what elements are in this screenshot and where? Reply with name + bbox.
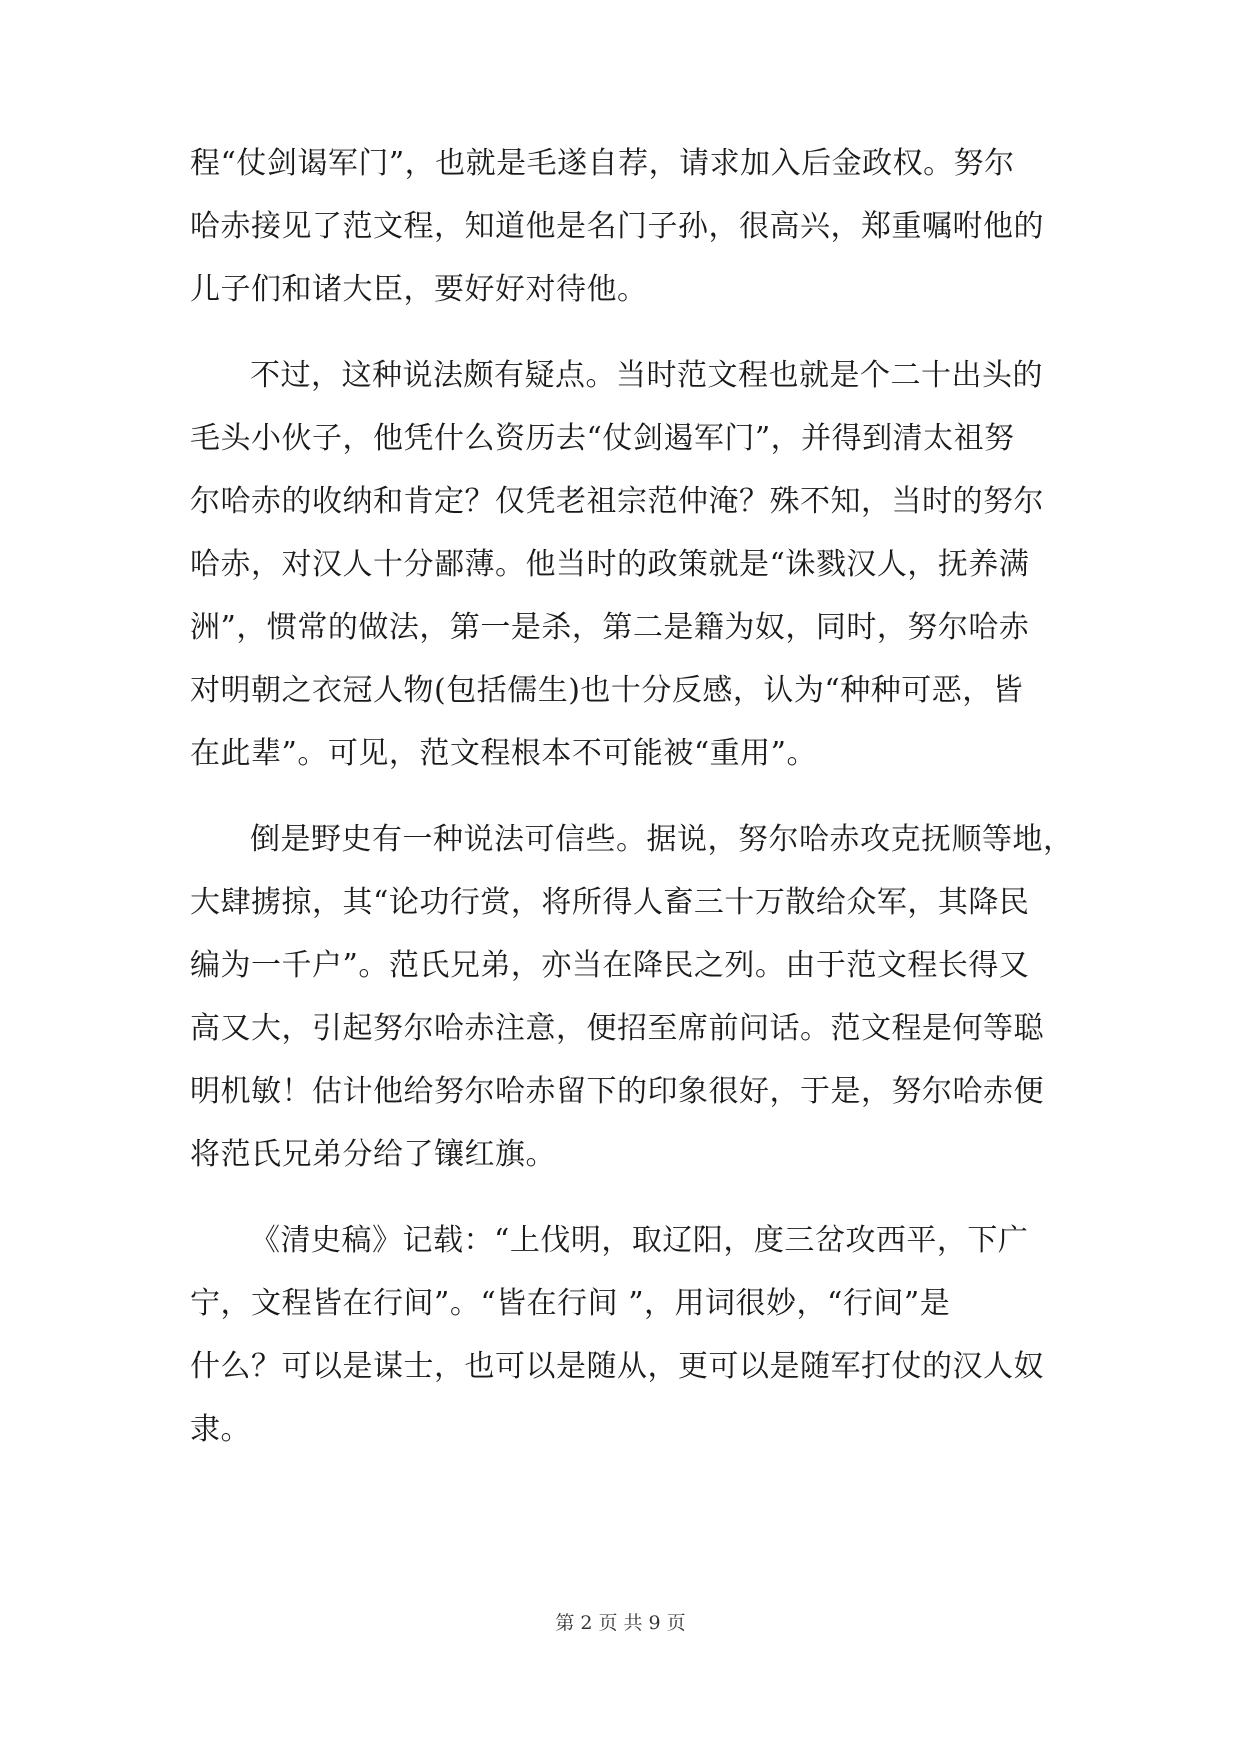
paragraph-2-line-7: 在此辈”。可见，范文程根本不可能被“重用”。	[190, 736, 818, 771]
paragraph-3-line-6: 将范氏兄弟分给了镶红旗。	[190, 1137, 556, 1172]
paragraph-1-line-2: 哈赤接见了范文程，知道他是名门子孙，很高兴，郑重嘱咐他的	[190, 209, 1044, 244]
paragraph-1-line-3: 儿子们和诸大臣，要好好对待他。	[190, 272, 648, 307]
paragraph-3-line-2: 大肆掳掠，其“论功行赏，将所得人畜三十万散给众军，其降民	[190, 885, 1030, 920]
paragraph-2-line-5: 洲”，惯常的做法，第一是杀，第二是籍为奴，同时，努尔哈赤	[190, 610, 1030, 645]
page-number-footer: 第 2 页 共 9 页	[555, 1612, 686, 1634]
paragraph-4-line-4: 隶。	[190, 1412, 251, 1447]
paragraph-1-line-1: 程“仗剑谒军门”，也就是毛遂自荐，请求加入后金政权。努尔	[190, 146, 1015, 181]
paragraph-2-line-3: 尔哈赤的收纳和肯定？仅凭老祖宗范仲淹？殊不知，当时的努尔	[190, 484, 1044, 519]
paragraph-3-line-5: 明机敏！估计他给努尔哈赤留下的印象很好，于是，努尔哈赤便	[190, 1074, 1044, 1109]
paragraph-4-line-1: 《清史稿》记载：“上伐明，取辽阳，度三岔攻西平，下广	[250, 1223, 1029, 1258]
paragraph-2-line-2: 毛头小伙子，他凭什么资历去“仗剑遏军门”，并得到清太祖努	[190, 421, 1015, 456]
paragraph-4-line-2: 宁，文程皆在行间”。“皆在行间 ”，用词很妙，“行间”是	[190, 1286, 951, 1321]
paragraph-2-line-4: 哈赤，对汉人十分鄙薄。他当时的政策就是“诛戮汉人，抚养满	[190, 547, 1030, 582]
paragraph-4-line-3: 什么？可以是谋士，也可以是随从，更可以是随军打仗的汉人奴	[190, 1349, 1044, 1384]
paragraph-3-line-4: 高又大，引起努尔哈赤注意，便招至席前问话。范文程是何等聪	[190, 1011, 1044, 1046]
paragraph-3-line-1: 倒是野史有一种说法可信些。据说，努尔哈赤攻克抚顺等地，	[250, 822, 1074, 857]
paragraph-3-line-3: 编为一千户”。范氏兄弟，亦当在降民之列。由于范文程长得又	[190, 948, 1030, 983]
paragraph-2-line-6: 对明朝之衣冠人物(包括儒生)也十分反感，认为“种种可恶，皆	[190, 673, 1024, 708]
paragraph-2-line-1: 不过，这种说法颇有疑点。当时范文程也就是个二十出头的	[250, 358, 1043, 393]
